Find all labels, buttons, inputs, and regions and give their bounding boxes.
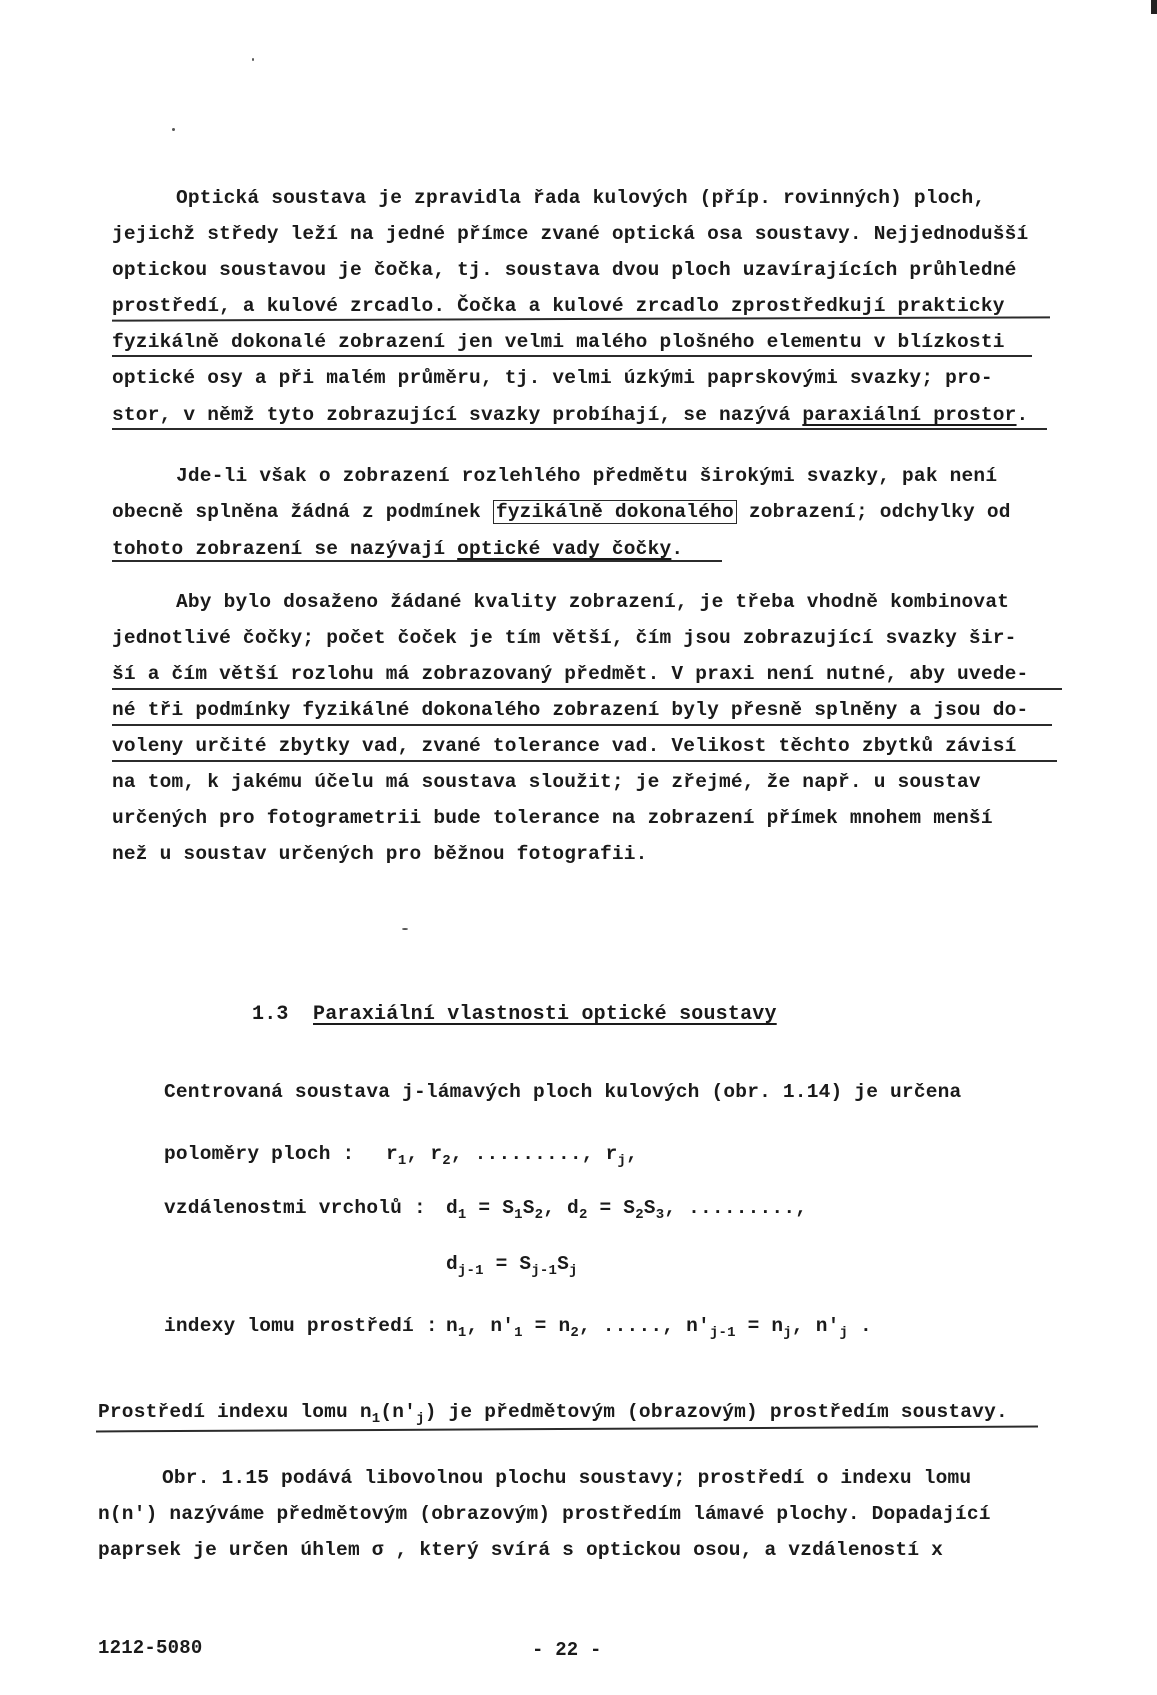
subscript: 1: [457, 1325, 467, 1341]
subscript: j: [569, 1263, 578, 1279]
paragraph-1-line-3: optickou soustavou je čočka, tj. soustava dvou ploch uzavírajících průhledné: [112, 259, 1017, 281]
text-run: Prostředí indexu lomu: [98, 1401, 360, 1423]
section-heading: [252, 1003, 777, 1027]
scan-speck: [172, 128, 175, 131]
text-run: .: [1016, 404, 1029, 426]
paragraph-1-line-6: optické osy a při malém průměru, tj. velmi úzkými paprskovými svazky; pro-: [112, 367, 993, 389]
symbol: , ....., n': [578, 1315, 710, 1337]
subscript: 1: [371, 1411, 381, 1427]
intro-sentence: Centrovaná soustava j-lámavých ploch kulových (obr. 1.14) je určena: [164, 1081, 962, 1103]
indices-expression: [446, 1314, 872, 1345]
subscript: 1: [514, 1207, 523, 1223]
symbol: d: [446, 1197, 458, 1219]
paragraph-2-line-2: [112, 500, 1011, 524]
symbol: , .........,: [664, 1197, 808, 1219]
section-number: 1.3: [252, 1003, 289, 1026]
subscript: j: [416, 1411, 425, 1427]
pen-underline: [112, 355, 1032, 357]
subscript: 2: [635, 1207, 644, 1223]
symbol: , r: [406, 1143, 443, 1165]
symbol: ,: [626, 1143, 638, 1165]
subscript: 2: [442, 1153, 451, 1169]
paragraph-2-line-1: Jde-li však o zobrazení rozlehlého předmětu širokými svazky, pak není: [176, 465, 998, 487]
distances-expression-continued: [446, 1252, 578, 1283]
symbol: = n: [735, 1315, 784, 1337]
page-number: - 22 -: [532, 1639, 602, 1661]
paragraph-4-line-2: n(n') nazýváme předmětovým (obrazovým) prostředím lámavé plochy. Dopadající: [98, 1503, 991, 1525]
subscript: 2: [534, 1207, 544, 1223]
text-run: .: [671, 538, 684, 560]
radii-expression: [386, 1142, 638, 1173]
symbol: , d: [543, 1197, 579, 1219]
paragraph-1-line-4: prostředí, a kulové zrcadlo. Čočka a kulové zrcadlo zprostředkují prakticky: [112, 295, 1005, 317]
subscript: 1: [397, 1153, 407, 1169]
scan-speck: [252, 58, 254, 61]
paragraph-1-line-1: Optická soustava je zpravidla řada kulových (příp. rovinných) ploch,: [176, 187, 986, 209]
subscript: j-1: [531, 1263, 558, 1279]
symbol: , ........., r: [450, 1143, 618, 1165]
paragraph-3-line-8: než u soustav určených pro běžnou fotografii.: [112, 843, 648, 865]
paragraph-4-line-1: Obr. 1.15 podává libovolnou plochu soustavy; prostředí o indexu lomu: [162, 1467, 972, 1489]
paragraph-3-line-7: určených pro fotogrametrii bude tolerance na zobrazení přímek mnohem menší: [112, 807, 993, 829]
pen-underline: [112, 428, 1047, 430]
pen-underline: [112, 760, 1057, 762]
symbol: = S: [483, 1253, 532, 1275]
scan-speck: [402, 928, 408, 930]
symbol: S: [557, 1253, 570, 1275]
subscript: 1: [514, 1325, 523, 1341]
symbol: S: [522, 1197, 535, 1219]
symbol: = S: [587, 1197, 636, 1219]
symbol: , n': [791, 1315, 840, 1337]
subscript: j: [783, 1325, 792, 1341]
subscript: 3: [655, 1207, 665, 1223]
paragraph-1-line-7: [112, 403, 1028, 427]
symbol: (n': [380, 1401, 417, 1423]
subscript: 1: [457, 1207, 467, 1223]
distances-expression: [446, 1196, 807, 1227]
subscript: 2: [570, 1325, 579, 1341]
document-code: 1212-5080: [98, 1637, 203, 1659]
symbol: n: [359, 1401, 372, 1423]
section-title: Paraxiální vlastnosti optické soustavy: [313, 1003, 777, 1026]
subscript: j: [839, 1325, 849, 1341]
term-physically-perfect: fyzikálně dokonalého: [493, 500, 737, 524]
paragraph-3-line-5: voleny určité zbytky vad, zvané tolerance vad. Velikost těchto zbytků závisí: [112, 735, 1017, 757]
paragraph-1-line-2: jejichž středy leží na jedné přímce zvané optická osa soustavy. Nejjednodušší: [112, 223, 1029, 245]
text-run: obecně splněna žádná z podmínek: [112, 501, 493, 523]
paragraph-3-line-6: na tom, k jakému účelu má soustava sloužit; je zřejmé, že např. u soustav: [112, 771, 981, 793]
paragraph-3-line-1: Aby bylo dosaženo žádané kvality zobrazení, je třeba vhodně kombinovat: [176, 591, 1010, 613]
scan-edge-mark: [1151, 0, 1157, 14]
distances-label: vzdálenostmi vrcholů :: [164, 1197, 426, 1219]
pen-underline: [112, 688, 1062, 690]
symbol: S: [643, 1197, 656, 1219]
paragraph-4-line-3: paprsek je určen úhlem σ , který svírá s optickou osou, a vzdáleností x: [98, 1539, 944, 1561]
symbol: = S: [466, 1197, 515, 1219]
subscript: 2: [578, 1207, 588, 1223]
term-optical-aberrations: optické vady čočky: [457, 538, 672, 560]
symbol: d: [446, 1253, 458, 1275]
paragraph-2-line-3: [112, 537, 683, 561]
text-run: stor, v němž tyto zobrazující svazky probíhají, se nazývá: [112, 404, 803, 426]
symbol: = n: [522, 1315, 571, 1337]
paragraph-3-line-4: né tři podmínky fyzikálné dokonalého zobrazení byly přesně splněny a jsou do-: [112, 699, 1029, 721]
symbol: , n': [466, 1315, 515, 1337]
paragraph-3-line-2: jednotlivé čočky; počet čoček je tím větší, čím jsou zobrazující svazky šir-: [112, 627, 1017, 649]
symbol: .: [848, 1315, 872, 1337]
paragraph-3-line-3: ší a čím větší rozlohu má zobrazovaný předmět. V praxi není nutné, aby uvede-: [112, 663, 1029, 685]
text-run: tohoto zobrazení se nazývají: [112, 538, 458, 560]
subscript: j: [617, 1153, 627, 1169]
indices-label: indexy lomu prostředí :: [164, 1315, 438, 1337]
pen-underline: [112, 560, 722, 562]
subscript: j-1: [709, 1325, 736, 1341]
paragraph-1-line-5: fyzikálně dokonalé zobrazení jen velmi malého plošného elementu v blízkosti: [112, 331, 1005, 353]
symbol: n: [446, 1315, 458, 1337]
radii-label: poloměry ploch :: [164, 1143, 355, 1165]
term-paraxial-space: paraxiální prostor: [802, 404, 1017, 426]
pen-underline: [112, 724, 1052, 726]
symbol: r: [386, 1143, 398, 1165]
text-run: ) je předmětovým (obrazovým) prostředím soustavy.: [424, 1401, 1008, 1423]
subscript: j-1: [457, 1263, 484, 1279]
text-run: zobrazení; odchylky od: [736, 501, 1011, 523]
